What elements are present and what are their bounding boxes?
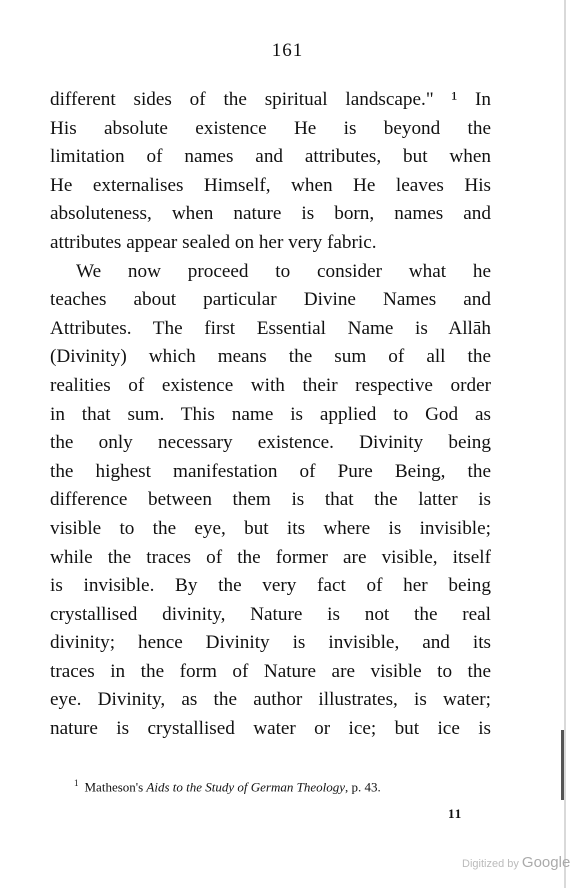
text-line: limitation of names and attributes, but when	[50, 146, 491, 168]
text-line: (Divinity) which means the sum of all the	[50, 346, 491, 368]
text-line: We now proceed to consider what he	[76, 260, 491, 282]
text-line: while the traces of the former are visible, itself	[50, 546, 491, 568]
text-line: eye. Divinity, as the author illustrates, is water;	[50, 689, 491, 711]
text-line: difference between them is that the latter is	[50, 489, 491, 511]
text-line: attributes appear sealed on her very fabric.	[50, 231, 377, 253]
text-line: Attributes. The first Essential Name is Allāh	[50, 317, 491, 339]
text-line: visible to the eye, but its where is invisible;	[50, 517, 491, 539]
text-line: in that sum. This name is applied to God as	[50, 403, 491, 425]
footnote-prefix: Matheson's	[84, 779, 144, 795]
footnote-title: Aids to the Study of German Theology	[146, 779, 346, 795]
text-line: nature is crystallised water or ice; but ice is	[50, 718, 491, 740]
watermark-brand: Google	[521, 854, 571, 871]
footnote-suffix: , p. 43.	[345, 779, 381, 795]
signature-mark: 11	[448, 806, 463, 821]
footnote-marker: 1	[74, 778, 79, 788]
text-line: the only necessary existence. Divinity being	[50, 432, 491, 454]
page-edge-mark	[561, 730, 564, 800]
text-line: the highest manifestation of Pure Being, the	[50, 460, 491, 482]
page-edge	[564, 0, 566, 888]
text-line: His absolute existence He is beyond the	[50, 117, 491, 139]
watermark	[462, 854, 570, 871]
page-number: 161	[271, 40, 304, 61]
text-line: He externalises Himself, when He leaves His	[50, 174, 491, 196]
text-line: is invisible. By the very fact of her being	[50, 575, 491, 597]
text-line: crystallised divinity, Nature is not the real	[50, 603, 491, 625]
text-line: divinity; hence Divinity is invisible, and its	[50, 632, 491, 654]
text-line: teaches about particular Divine Names and	[50, 289, 491, 311]
body-text	[50, 86, 491, 744]
footnote	[74, 778, 494, 795]
text-line: absoluteness, when nature is born, names and	[50, 203, 491, 225]
text-line: traces in the form of Nature are visible to the	[50, 660, 491, 682]
text-line: different sides of the spiritual landscape." ¹ In	[50, 89, 491, 110]
text-line: realities of existence with their respective order	[50, 374, 491, 396]
watermark-prefix: Digitized by	[462, 858, 519, 870]
